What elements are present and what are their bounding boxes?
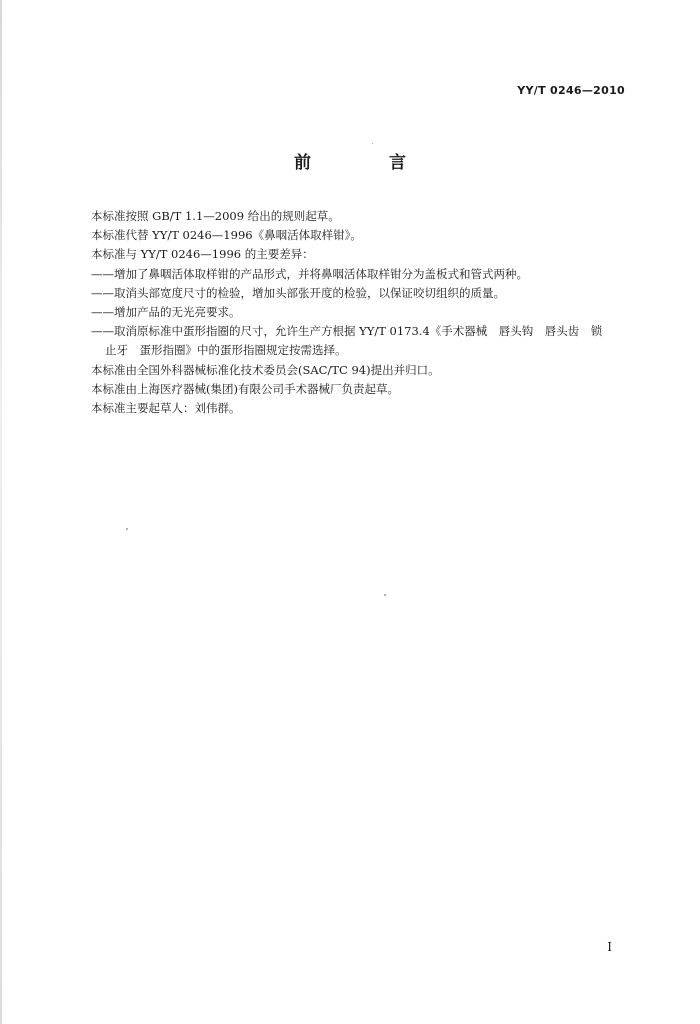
page-title: 前 言: [294, 153, 442, 173]
difference-item-4: ——取消原标准中蛋形指圈的尺寸，允许生产方根据 YY/T 0173.4《手术器械 唇头钩 唇头齿 锁: [91, 324, 603, 339]
scan-speck: [372, 143, 373, 144]
foreword-body: [91, 207, 631, 418]
paragraph-proposed-by: 本标准由全国外科器械标准化技术委员会(SAC/TC 94)提出并归口。: [91, 362, 440, 377]
paragraph-replaces: 本标准代替 YY/T 0246—1996《鼻咽活体取样钳》。: [91, 228, 362, 243]
standard-code: YY/T 0246—2010: [517, 84, 625, 97]
difference-item-3: ——增加产品的无光亮要求。: [91, 305, 241, 320]
difference-item-2: ——取消头部宽度尺寸的检验，增加头部张开度的检验，以保证咬切组织的质量。: [91, 285, 505, 300]
page-number: I: [607, 940, 612, 954]
paragraph-drafters: 本标准主要起草人：刘伟群。: [91, 401, 241, 416]
difference-item-4-continued: 止牙 蛋形指圈》中的蛋形指圈规定按需选择。: [105, 343, 347, 358]
scan-speck: [126, 528, 128, 530]
scan-speck: [384, 594, 386, 596]
paragraph-drafting-rules: 本标准按照 GB/T 1.1—2009 给出的规则起草。: [91, 209, 340, 223]
paragraph-drafted-by: 本标准由上海医疗器械(集团)有限公司手术器械厂负责起草。: [91, 381, 399, 396]
paragraph-differences-intro: 本标准与 YY/T 0246—1996 的主要差异：: [91, 247, 314, 262]
difference-item-1: ——增加了鼻咽活体取样钳的产品形式，并将鼻咽活体取样钳分为盖板式和管式两种。: [91, 266, 528, 281]
